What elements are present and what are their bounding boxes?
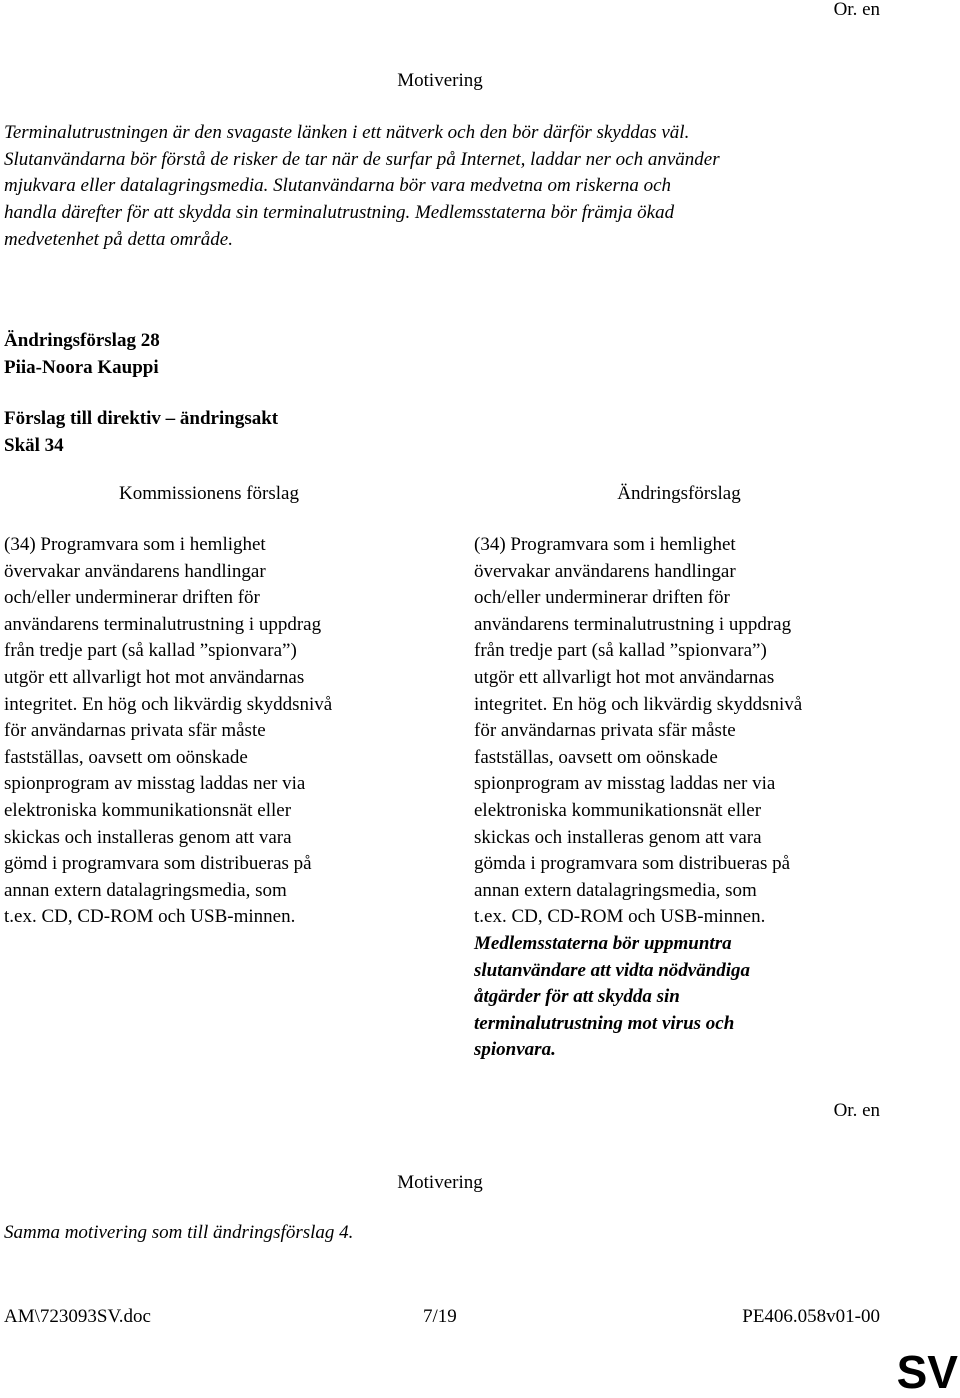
added-text [474, 931, 914, 1064]
language-mark: SV [896, 1346, 958, 1398]
text-line: integritet. En hög och likvärdig skyddsnivå [474, 693, 803, 715]
text-line: elektroniska kommunikationsnät eller [474, 799, 762, 821]
text-line: gömda i programvara som distribueras på [474, 853, 791, 875]
text-line: t.ex. CD, CD-ROM och USB-minnen. [474, 906, 766, 928]
left-column-text [4, 532, 434, 931]
amendment-number: Ändringsförslag 28 [4, 330, 160, 351]
amendment-author: Piia-Noora Kauppi [4, 357, 159, 378]
amendment-target [4, 405, 278, 459]
paragraph-line: medvetenhet på detta område. [4, 228, 233, 250]
text-line: t.ex. CD, CD-ROM och USB-minnen. [4, 906, 296, 928]
added-line: slutanvändare att vidta nödvändiga [474, 959, 751, 981]
text-line: integritet. En hög och likvärdig skyddsnivå [4, 693, 333, 715]
text-line: annan extern datalagringsmedia, som [474, 879, 757, 901]
paragraph-line: mjukvara eller datalagringsmedia. Slutanvändarna bör vara medvetna om riskerna och [4, 175, 672, 197]
paragraph-line: Terminalutrustningen är den svagaste länken i ett nätverk och den bör därför skyddas väl. [4, 122, 690, 143]
paragraph-line: handla därefter för att skydda sin terminalutrustning. Medlemsstaterna bör främja ökad [4, 202, 675, 224]
text-line: och/eller underminerar driften för [474, 587, 730, 609]
footer-page-number: 7/19 [423, 1306, 457, 1327]
text-line: spionprogram av misstag laddas ner via [474, 773, 776, 795]
text-line: spionprogram av misstag laddas ner via [4, 773, 306, 795]
original-language: Or. en [833, 0, 880, 20]
text-line: användarens terminalutrustning i uppdrag [4, 613, 322, 635]
added-line: Medlemsstaterna bör uppmuntra [474, 932, 732, 954]
footer-doc-ref: AM\723093SV.doc [4, 1306, 151, 1327]
paragraph-line: Slutanvändarna bör förstå de risker de tar när de surfar på Internet, laddar ner och använder [4, 148, 720, 170]
text-line: fastställas, oavsett om oönskade [474, 746, 718, 768]
text-line: (34) Programvara som i hemlighet [4, 534, 266, 555]
left-column-header: Kommissionens förslag [119, 483, 299, 504]
footer-pe-ref: PE406.058v01-00 [742, 1306, 880, 1327]
text-line: för användarnas privata sfär måste [474, 720, 736, 742]
text-line: elektroniska kommunikationsnät eller [4, 799, 292, 821]
right-column-text [474, 532, 914, 1064]
text-line: skickas och installeras genom att vara [474, 826, 762, 848]
motivering-heading-2: Motivering [397, 1172, 483, 1193]
motivering-paragraph [4, 120, 884, 254]
proposal-title: Förslag till direktiv – ändringsakt [4, 408, 279, 429]
text-line: användarens terminalutrustning i uppdrag [474, 613, 792, 635]
text-line: skickas och installeras genom att vara [4, 826, 292, 848]
text-line: gömd i programvara som distribueras på [4, 853, 312, 875]
text-line: från tredje part (så kallad ”spionvara”) [474, 640, 767, 662]
motivering-text-2: Samma motivering som till ändringsförslag 4. [4, 1222, 354, 1243]
text-line: annan extern datalagringsmedia, som [4, 879, 287, 901]
text-line: utgör ett allvarligt hot mot användarnas [4, 666, 305, 688]
text-line: från tredje part (så kallad ”spionvara”) [4, 640, 297, 662]
added-line: åtgärder för att skydda sin [474, 986, 680, 1008]
text-line: utgör ett allvarligt hot mot användarnas [474, 666, 775, 688]
text-line: fastställas, oavsett om oönskade [4, 746, 248, 768]
right-column-header: Ändringsförslag [617, 483, 741, 504]
added-line: terminalutrustning mot virus och [474, 1012, 735, 1034]
original-language-bottom: Or. en [833, 1100, 880, 1121]
text-line: övervakar användarens handlingar [474, 560, 736, 582]
motivering-heading: Motivering [397, 70, 483, 91]
amendment-header [4, 327, 160, 381]
text-line: och/eller underminerar driften för [4, 587, 260, 609]
text-line: för användarnas privata sfär måste [4, 720, 266, 742]
text-line: (34) Programvara som i hemlighet [474, 534, 736, 555]
text-line: övervakar användarens handlingar [4, 560, 266, 582]
added-line: spionvara. [474, 1039, 556, 1061]
recital-ref: Skäl 34 [4, 435, 64, 456]
